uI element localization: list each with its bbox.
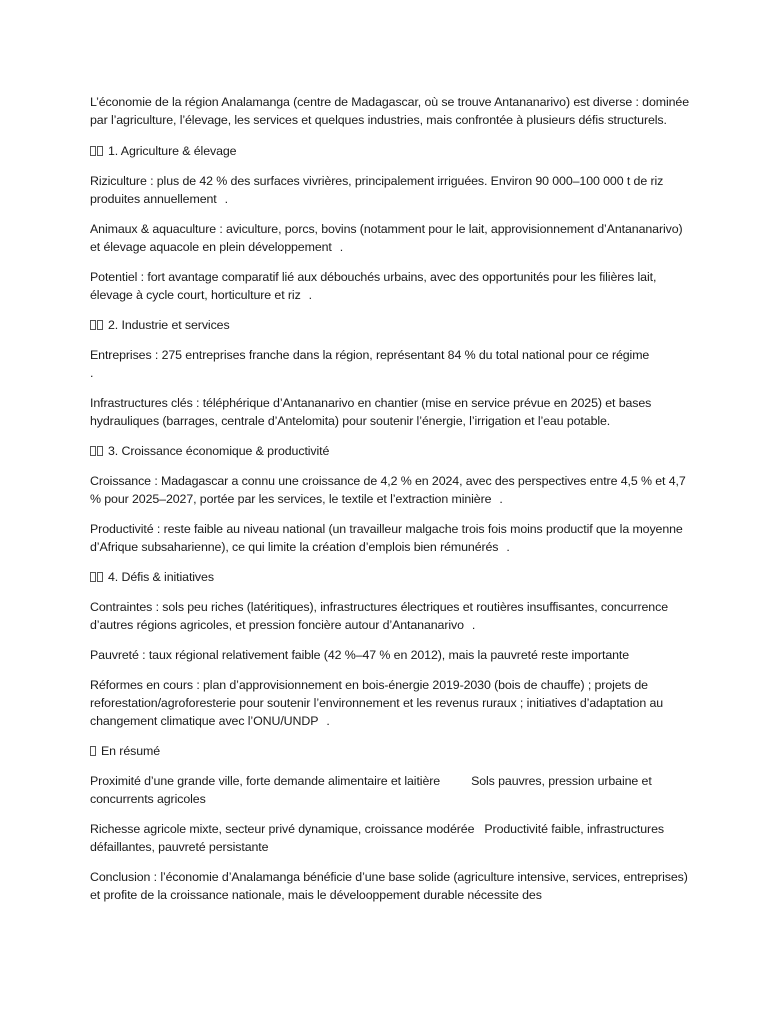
paragraph-croissance: Croissance : Madagascar a connu une croissance de 4,2 % en 2024, avec des perspectives entre 4,5 % et 4,7 % pour 2025–2027, portée par les services, le textile et l’extraction minière . (90, 474, 686, 506)
paragraph-infrastructures: Infrastructures clés : téléphérique d’Antananarivo en chantier (mise en service prévue en 2025) et bases hydrauliques (barrages, centrale d’Antelomita) pour soutenir l’énergie, l’irrigation et l’eau potable. (90, 396, 652, 428)
section-heading-text: 4. Défis & initiatives (108, 570, 214, 584)
emoji-placeholder-icon (90, 568, 104, 586)
emoji-placeholder-icon (90, 442, 104, 460)
conclusion-paragraph: Conclusion : l’économie d’Analamanga bénéficie d’une base solide (agriculture intensive, services, entreprises) et profite de la croissance nationale, mais le dévelooppement durable nécessite des (90, 870, 688, 902)
paragraph-productivite: Productivité : reste faible au niveau national (un travailleur malgache trois fois moins productif que la moyenne d’Afrique subsaharienne), ce qui limite la création d’emplois bien rémunérés . (90, 522, 683, 554)
summary-strength: Richesse agricole mixte, secteur privé dynamique, croissance modérée (90, 822, 475, 836)
summary-row (90, 820, 690, 856)
paragraph-animaux: Animaux & aquaculture : aviculture, porcs, bovins (notamment pour le lait, approvisionnement d’Antananarivo) et élevage aquacole en plein développement . (90, 222, 683, 254)
summary-weakness: Sols pauvres, pression urbaine et concurrents agricoles (90, 774, 652, 806)
intro-paragraph: L’économie de la région Analamanga (centre de Madagascar, où se trouve Antananarivo) est diverse : dominée par l’agriculture, l’élevage, les services et quelques industries, mais confrontée à plusieurs défis structurels. (90, 95, 689, 127)
section-heading-text: 3. Croissance économique & productivité (108, 444, 330, 458)
summary-heading-text: En résumé (101, 744, 161, 758)
paragraph-entreprises: Entreprises : 275 entreprises franche dans la région, représentant 84 % du total national pour ce régime . (90, 348, 650, 380)
section-heading-defis (90, 568, 690, 586)
section-heading-text: 2. Industrie et services (108, 318, 230, 332)
paragraph-reformes: Réformes en cours : plan d’approvisionnement en bois-énergie 2019-2030 (bois de chauffe) ; projets de reforestation/agroforesterie pour soutenir l’environnement et les revenus ruraux ; initiatives d’adaptation au changement climatique avec l’ONU/UNDP . (90, 678, 664, 728)
emoji-placeholder-icon (90, 316, 104, 334)
document-body (90, 93, 690, 916)
section-heading-industrie (90, 316, 690, 334)
paragraph-contraintes: Contraintes : sols peu riches (latéritiques), infrastructures électriques et routières insuffisantes, concurrence d’autres régions agricoles, et pression foncière autour d’Antananarivo . (90, 600, 668, 632)
summary-heading (90, 742, 690, 760)
paragraph-pauvrete: Pauvreté : taux régional relativement faible (42 %–47 % en 2012), mais la pauvreté reste importante (90, 648, 630, 662)
section-heading-text: 1. Agriculture & élevage (108, 144, 237, 158)
paragraph-riziculture: Riziculture : plus de 42 % des surfaces vivrières, principalement irriguées. Environ 90 000–100 000 t de riz produites annuellement . (90, 174, 664, 206)
summary-weakness: Productivité faible, infrastructures défaillantes, pauvreté persistante (90, 822, 664, 854)
section-heading-croissance (90, 442, 690, 460)
section-heading-agriculture (90, 142, 690, 160)
paragraph-potentiel: Potentiel : fort avantage comparatif lié aux débouchés urbains, avec des opportunités pour les filières lait, élevage à cycle court, horticulture et riz . (90, 270, 657, 302)
emoji-placeholder-icon (90, 742, 97, 760)
summary-row (90, 772, 690, 808)
summary-strength: Proximité d’une grande ville, forte demande alimentaire et laitière (90, 774, 441, 788)
emoji-placeholder-icon (90, 142, 104, 160)
